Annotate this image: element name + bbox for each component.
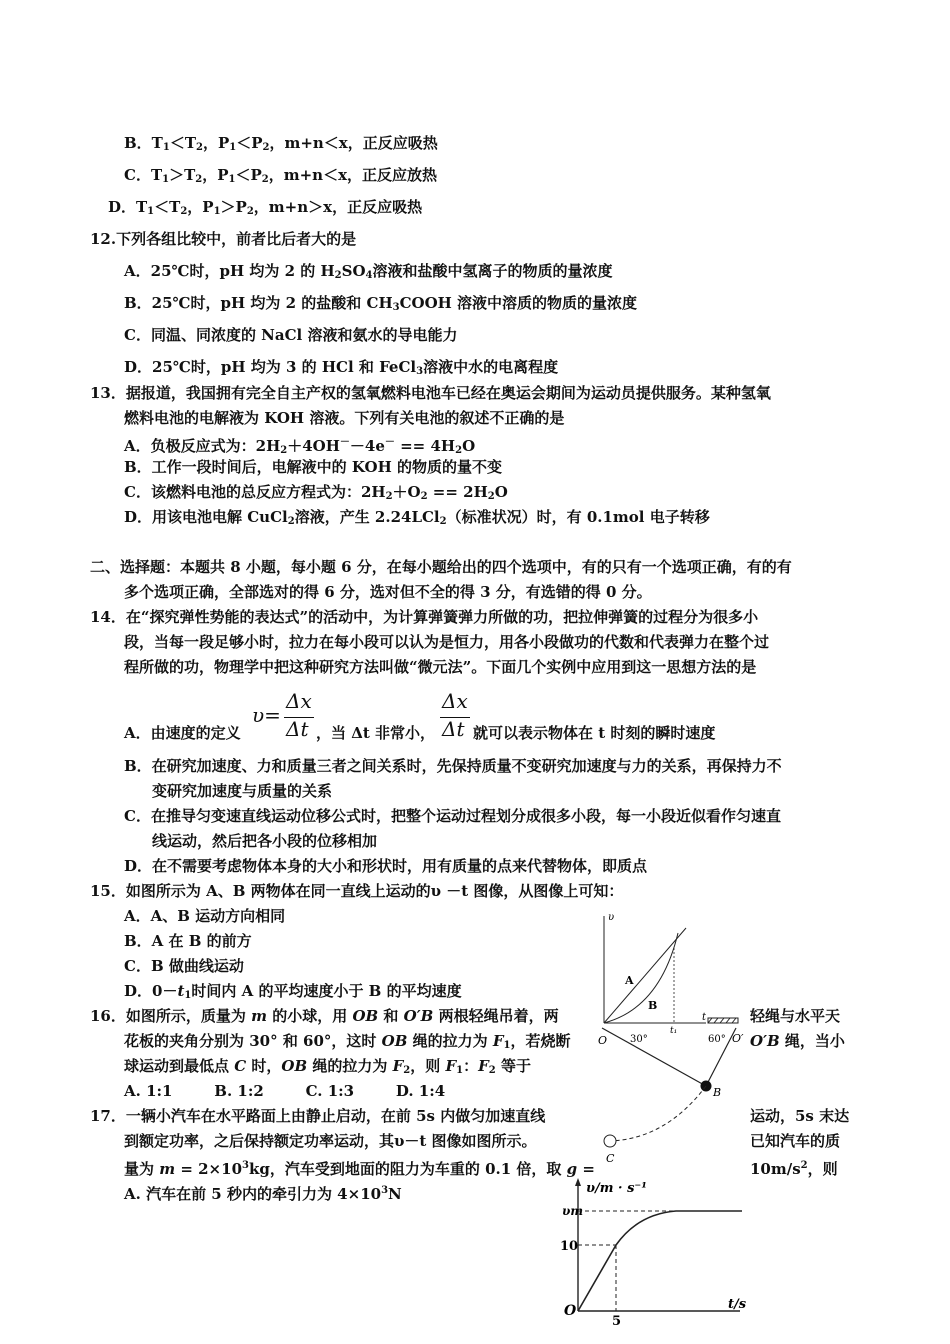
- t1-label: t₁: [670, 1026, 678, 1033]
- rope-ob: [602, 1028, 706, 1086]
- q14-option-c-line1: C．在推导匀变速直线运动位移公式时，把整个运动过程划分成很多小段，每一小段近似看作匀速直: [124, 807, 781, 825]
- q11-option-b: B．$T_1<T_2$，$P_1<P_2$，m+n＜x，正反应吸热: [124, 134, 438, 153]
- hatch: [726, 1018, 730, 1023]
- q17-line3-left: 量为 $m = 2\times 10^3kg$，汽车受到地面的阻力为车重的 0.1 倍，取 g =: [124, 1160, 595, 1178]
- q14-stem-line1: 14．在“探究弹性势能的表达式”的活动中，为计算弹簧弹力所做的功，把拉伸弹簧的过程分为很多小: [90, 608, 759, 626]
- x-axis-label: t/s: [728, 1297, 747, 1312]
- q13-option-a: A．负极反应式为：$2H_2+4OH^--4e^- == 4H_2O$: [124, 437, 476, 456]
- q15-option-b: B．A 在 B 的前方: [124, 932, 252, 950]
- swing-path: [610, 1086, 706, 1141]
- q14-option-b-line1: B．在研究加速度、力和质量三者之间关系时，先保持质量不变研究加速度与力的关系，再保持力不: [124, 757, 782, 775]
- q14-stem-line2: 段，当每一段足够小时，拉力在每小段可以认为是恒力，用各小段做功的代数和代表弹力在整个过: [124, 633, 770, 651]
- label-o: O: [598, 1034, 608, 1047]
- formula-numerator: Δx: [286, 689, 312, 713]
- q15-option-c: C．B 做曲线运动: [124, 957, 244, 975]
- q11-option-c: C．$T_1>T_2$，$P_1<P_2$，m+n＜x，正反应放热: [124, 166, 438, 185]
- q17-vt-graph: [558, 1176, 758, 1326]
- label-o-prime: O′: [732, 1032, 744, 1045]
- q13-stem-line2: 燃料电池的电解液为 KOH 溶液。下列有关电池的叙述不正确的是: [124, 409, 565, 427]
- hatch: [708, 1018, 712, 1023]
- q14-option-b-line2: 变研究加速度与质量的关系: [152, 782, 333, 800]
- y-axis-arrow: [575, 1178, 581, 1186]
- q14-option-a-suffix: 就可以表示物体在 t 时刻的瞬时速度: [473, 724, 716, 742]
- hatch: [720, 1018, 724, 1023]
- ratio-denominator: Δt: [442, 717, 465, 741]
- formula-denominator: Δt: [286, 717, 309, 741]
- accel-segment: [578, 1245, 616, 1311]
- q13-option-d: D．用该电池电解 CuCl$_2$溶液，产生 2.24LCl$_2$（标准状况）时，有 0.1mol 电子转移: [124, 508, 710, 527]
- q15-option-a: A．A、B 运动方向相同: [124, 907, 286, 925]
- q16-line1-left: 16．如图所示，质量为 m 的小球，用 OB 和 O′B 两根轻绳吊着，两: [90, 1007, 559, 1025]
- x-axis-label: t: [702, 1012, 707, 1023]
- section2-header-line1: 二、选择题：本题共 8 小题，每小题 6 分，在每小题给出的四个选项中，有的只有一个选项正确，有的有: [90, 558, 792, 576]
- origin-label: O: [564, 1303, 577, 1319]
- q16-line2-left: 花板的夹角分别为 30° 和 60°，这时 OB 绳的拉力为 $F_1$，若烧断: [124, 1032, 571, 1051]
- ball-c: [604, 1135, 616, 1147]
- q17-line3-right: $10m/s^2$，则: [750, 1160, 838, 1178]
- v10-label: 10: [560, 1239, 579, 1254]
- q13-stem-line1: 13．据报道，我国拥有完全自主产权的氢氧燃料电池车已经在奥运会期间为运动员提供服务。某种氢氧: [90, 384, 771, 402]
- q15-stem: 15．如图所示为 A、B 两物体在同一直线上运动的υ －t 图像，从图像上可知：: [90, 882, 624, 900]
- q14-option-c-line2: 线运动，然后把各小段的位移相加: [152, 832, 378, 850]
- label-c: C: [606, 1152, 615, 1165]
- section2-header-line2: 多个选项正确，全部选对的得 6 分，选对但不全的得 3 分，有选错的得 0 分。: [124, 583, 652, 601]
- q16-line2-right: O′B 绳，当小: [750, 1032, 845, 1050]
- q16-line3: 球运动到最低点 C 时，OB 绳的拉力为 $F_2$，则 $F_1$：$F_2$ 等于: [124, 1057, 531, 1076]
- q13-option-c: C．该燃料电池的总反应方程式为：$2H_2+O_2 == 2H_2O$: [124, 483, 508, 502]
- q17-line2-right: 已知汽车的质: [750, 1132, 841, 1150]
- power-curve: [616, 1211, 742, 1245]
- q15-option-d: D．$0-t_1$时间内 A 的平均速度小于 B 的平均速度: [124, 982, 462, 1001]
- q12-option-a: A．25℃时，pH 均为 2 的 $H_2SO_4$溶液和盐酸中氢离子的物质的量浓度: [124, 262, 613, 281]
- q14-stem-line3: 程所做的功，物理学中把这种研究方法叫做“微元法”。下面几个实例中应用到这一思想方法的是: [124, 658, 757, 676]
- q16-pendulum-figure: [596, 1014, 748, 1166]
- q17-line1-left: 17．一辆小汽车在水平路面上由静止启动，在前 5s 内做匀加速直线: [90, 1107, 546, 1125]
- y-axis-label: υ: [608, 912, 615, 923]
- angle-60-label: 60°: [708, 1034, 726, 1045]
- hatch: [714, 1018, 718, 1023]
- t5-label: 5: [612, 1314, 622, 1326]
- formula-v-equals: υ=: [252, 703, 281, 727]
- ratio-numerator: Δx: [442, 689, 468, 713]
- label-b: B: [648, 999, 658, 1012]
- q12-option-c: C．同温、同浓度的 NaCl 溶液和氨水的导电能力: [124, 326, 458, 344]
- q12-stem: 12.下列各组比较中，前者比后者大的是: [90, 230, 357, 248]
- hatch: [732, 1018, 736, 1023]
- q12-option-b: B．25℃时，pH 均为 2 的盐酸和 $CH_3COOH$ 溶液中溶质的物质的量浓度: [124, 294, 638, 313]
- q11-option-d: D．$T_1<T_2$，$P_1>P_2$，m+n＞x，正反应吸热: [108, 198, 423, 217]
- y-axis-label: υ/m · s⁻¹: [586, 1181, 647, 1196]
- q14-option-a-prefix: A．由速度的定义: [124, 724, 241, 742]
- q12-option-d: D．25℃时，pH 均为 3 的 HCl 和 FeCl$_3$溶液中水的电离程度: [124, 358, 559, 377]
- q14-option-d: D．在不需要考虑物体本身的大小和形状时，用有质量的点来代替物体，即质点: [124, 857, 648, 875]
- q13-option-b: B．工作一段时间后，电解液中的 KOH 的物质的量不变: [124, 458, 502, 476]
- q17-line1-right: 运动，5s 末达: [750, 1107, 850, 1125]
- q17-option-a: A. 汽车在前 5 秒内的牵引力为 $4\times 10^3N$: [124, 1185, 402, 1203]
- q16-line1-right: 轻绳与水平天: [750, 1007, 841, 1025]
- label-b: B: [713, 1086, 722, 1099]
- q14-option-a-middle: ，当 Δt 非常小，: [316, 724, 436, 742]
- vm-label: υm: [562, 1204, 584, 1218]
- q16-options: A. 1:1 B. 1:2 C. 1:3 D. 1:4: [124, 1082, 446, 1100]
- q17-line2-left: 到额定功率，之后保持额定功率运动，其υ－t 图像如图所示。: [124, 1132, 537, 1150]
- angle-30-label: 30°: [630, 1034, 648, 1045]
- label-a: A: [625, 974, 634, 987]
